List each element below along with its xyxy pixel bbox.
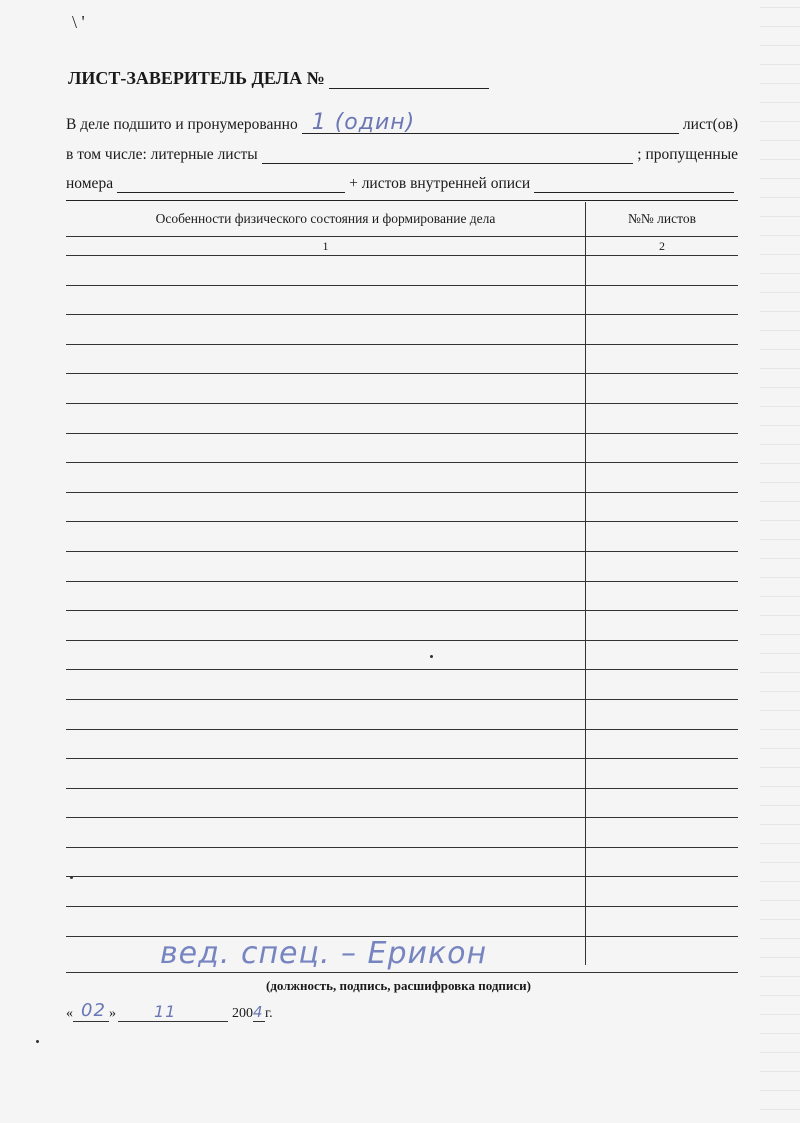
- sheets-cell[interactable]: [586, 640, 739, 670]
- sheets-cell[interactable]: [586, 522, 739, 552]
- condition-cell[interactable]: [66, 729, 586, 759]
- date-open-quote: «: [66, 1006, 73, 1021]
- condition-cell[interactable]: [66, 847, 586, 877]
- condition-cell[interactable]: [66, 788, 586, 818]
- sheets-cell[interactable]: [586, 285, 739, 315]
- title-text: ЛИСТ-ЗАВЕРИТЕЛЬ ДЕЛА №: [68, 68, 325, 88]
- table-number-row: [66, 237, 738, 256]
- condition-cell[interactable]: [66, 463, 586, 493]
- table-row: [66, 788, 738, 818]
- condition-cell[interactable]: [66, 315, 586, 345]
- sheets-cell[interactable]: [586, 581, 739, 611]
- sheets-cell[interactable]: [586, 729, 739, 759]
- col-sheets-header: №№ листов: [586, 202, 739, 237]
- table-row: [66, 551, 738, 581]
- pages-count-label: В деле подшито и пронумерованно: [66, 116, 298, 133]
- condition-cell[interactable]: [66, 611, 586, 641]
- inventory-sheets-field[interactable]: [534, 176, 734, 193]
- table-row: [66, 463, 738, 493]
- condition-cell[interactable]: [66, 699, 586, 729]
- table-row: [66, 315, 738, 345]
- sheets-cell[interactable]: [586, 788, 739, 818]
- date-year-suffix: г.: [265, 1006, 273, 1021]
- col-sheets-number: 2: [586, 237, 739, 256]
- table-row: [66, 729, 738, 759]
- sheets-cell[interactable]: [586, 936, 739, 965]
- sheets-cell[interactable]: [586, 433, 739, 463]
- condition-cell[interactable]: [66, 433, 586, 463]
- missing-numbers-field[interactable]: [117, 176, 345, 193]
- table-row: [66, 640, 738, 670]
- sheets-cell[interactable]: [586, 670, 739, 700]
- condition-cell[interactable]: [66, 818, 586, 848]
- table-row: [66, 581, 738, 611]
- condition-cell[interactable]: [66, 374, 586, 404]
- date-year-field[interactable]: [253, 1003, 265, 1022]
- date-year-handwritten: 4: [253, 1003, 264, 1021]
- condition-cell[interactable]: [66, 256, 586, 286]
- case-number-blank[interactable]: [329, 72, 489, 89]
- sheets-cell[interactable]: [586, 374, 739, 404]
- sheets-cell[interactable]: [586, 256, 739, 286]
- condition-table: [66, 202, 738, 965]
- table-row: [66, 403, 738, 433]
- table-row: [66, 374, 738, 404]
- sheets-cell[interactable]: [586, 403, 739, 433]
- date-month-field[interactable]: [118, 1002, 228, 1022]
- numbers-label: номера: [66, 175, 114, 192]
- corner-mark: \ ': [72, 12, 85, 32]
- condition-cell[interactable]: [66, 344, 586, 374]
- scan-edge-noise: [760, 0, 800, 1123]
- table-row: [66, 699, 738, 729]
- sheets-cell[interactable]: [586, 759, 739, 789]
- table-row: [66, 492, 738, 522]
- signature-caption: (должность, подпись, расшифровка подписи): [266, 978, 531, 993]
- literal-sheets-label: в том числе: литерные листы: [66, 146, 258, 163]
- document-title: [68, 68, 489, 89]
- pages-count-handwritten: 1 (один): [311, 110, 416, 135]
- sheets-cell[interactable]: [586, 877, 739, 907]
- date-year-prefix: 200: [232, 1006, 253, 1021]
- table-row: [66, 759, 738, 789]
- condition-cell[interactable]: [66, 759, 586, 789]
- literal-sheets-field[interactable]: [262, 147, 634, 164]
- sheets-cell[interactable]: [586, 847, 739, 877]
- table-row: [66, 433, 738, 463]
- pages-count-row: [66, 110, 738, 135]
- condition-cell[interactable]: [66, 640, 586, 670]
- condition-cell[interactable]: [66, 492, 586, 522]
- table-row: [66, 256, 738, 286]
- table-row: [66, 818, 738, 848]
- date-day-field[interactable]: [73, 1000, 109, 1022]
- condition-cell[interactable]: [66, 581, 586, 611]
- table-row: [66, 670, 738, 700]
- sheets-cell[interactable]: [586, 551, 739, 581]
- sheets-cell[interactable]: [586, 611, 739, 641]
- date-row: [66, 1000, 273, 1022]
- condition-cell[interactable]: [66, 877, 586, 907]
- date-day-handwritten: 02: [81, 1000, 106, 1021]
- condition-cell[interactable]: [66, 551, 586, 581]
- table-row: [66, 344, 738, 374]
- scan-speck: [430, 655, 433, 658]
- condition-cell[interactable]: [66, 522, 586, 552]
- scan-speck: [36, 1040, 39, 1043]
- pages-count-field[interactable]: [302, 110, 679, 135]
- condition-cell[interactable]: [66, 285, 586, 315]
- pages-count-suffix: лист(ов): [682, 116, 738, 133]
- missing-numbers-label: ; пропущенные: [637, 146, 738, 163]
- date-month-handwritten: 11: [154, 1002, 177, 1021]
- table-row: [66, 847, 738, 877]
- missing-numbers-row: [66, 175, 738, 193]
- sheets-cell[interactable]: [586, 907, 739, 937]
- condition-cell[interactable]: [66, 670, 586, 700]
- signature-line[interactable]: [66, 972, 738, 973]
- condition-cell[interactable]: [66, 907, 586, 937]
- date-close-quote: »: [109, 1006, 116, 1021]
- col-condition-number: 1: [66, 237, 586, 256]
- sheets-cell[interactable]: [586, 344, 739, 374]
- table-row: [66, 877, 738, 907]
- sheets-cell[interactable]: [586, 315, 739, 345]
- col-condition-header: Особенности физического состояния и формирование дела: [66, 202, 586, 237]
- signature-handwritten: вед. спец. – Ерикон: [160, 936, 488, 971]
- literal-sheets-row: [66, 146, 738, 164]
- sheets-cell[interactable]: [586, 699, 739, 729]
- condition-cell[interactable]: [66, 403, 586, 433]
- table-row: [66, 285, 738, 315]
- inventory-label: + листов внутренней описи: [349, 175, 531, 192]
- table-row: [66, 522, 738, 552]
- table-header-row: [66, 202, 738, 237]
- sheets-cell[interactable]: [586, 818, 739, 848]
- table-top-rule: [66, 200, 738, 201]
- table-row: [66, 907, 738, 937]
- table-row: [66, 611, 738, 641]
- scan-speck: [70, 876, 73, 879]
- sheets-cell[interactable]: [586, 463, 739, 493]
- sheets-cell[interactable]: [586, 492, 739, 522]
